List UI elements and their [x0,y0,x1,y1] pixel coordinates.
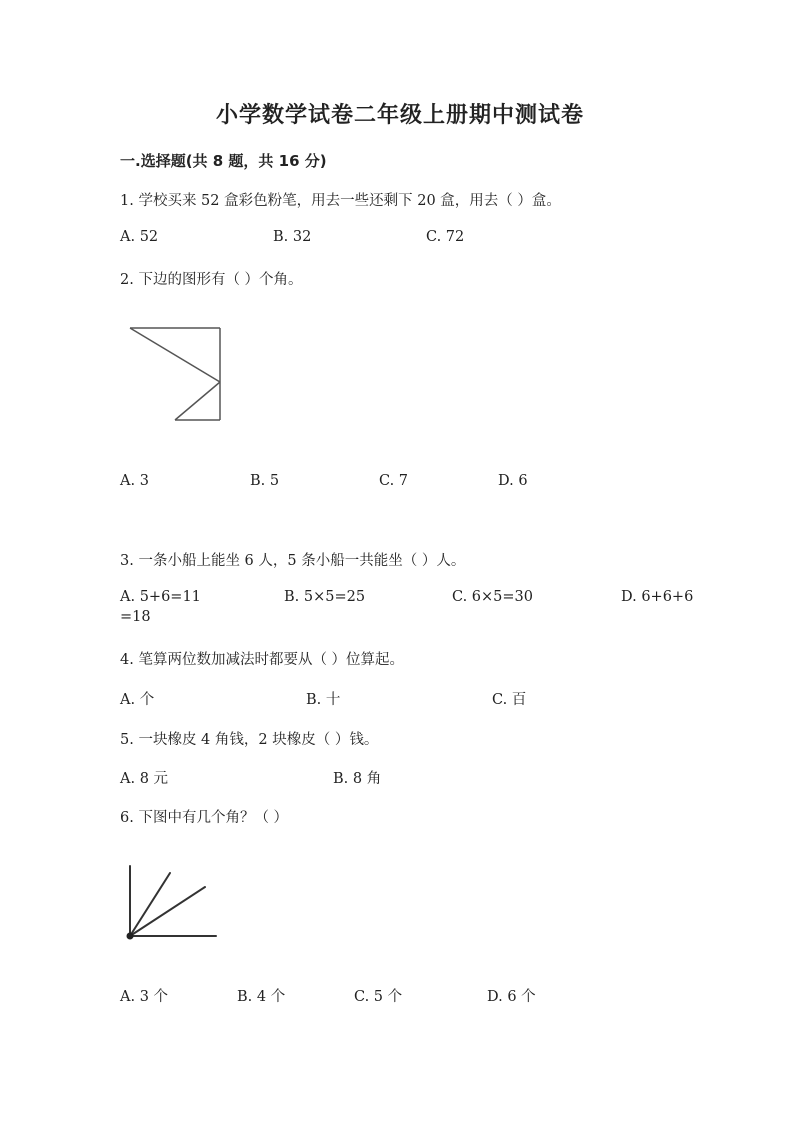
question-6-option-a[interactable]: A. 3 个 [120,989,169,1005]
figure-lower-diagonal [175,382,220,420]
question-2-stem: 2. 下边的图形有（ ）个角。 [120,272,303,288]
question-1-option-a[interactable]: A. 52 [120,229,159,245]
question-4-option-b[interactable]: B. 十 [306,692,341,708]
question-1-option-c[interactable]: C. 72 [426,229,465,245]
question-6-option-b[interactable]: B. 4 个 [237,989,286,1005]
question-3-option-b[interactable]: B. 5×5=25 [284,589,366,605]
question-6-stem: 6. 下图中有几个角？（ ） [120,810,289,826]
vertex-dot [127,933,134,940]
ray-middle [130,887,205,936]
figure-upper-diagonal [130,328,220,382]
question-6-option-d[interactable]: D. 6 个 [487,989,536,1005]
question-5-stem: 5. 一块橡皮 4 角钱，2 块橡皮（ ）钱。 [120,732,379,748]
question-1-option-b[interactable]: B. 32 [273,229,312,245]
question-2-option-c[interactable]: C. 7 [379,473,409,489]
question-3-option-d[interactable]: D. 6+6+6 [621,589,694,605]
question-1-stem: 1. 学校买来 52 盒彩色粉笔，用去一些还剩下 20 盒，用去（ ）盒。 [120,193,561,209]
question-5-option-b[interactable]: B. 8 角 [333,771,382,787]
question-2-option-b[interactable]: B. 5 [250,473,280,489]
question-2-option-d[interactable]: D. 6 [498,473,528,489]
question-5-option-a[interactable]: A. 8 元 [120,771,169,787]
question-4-stem: 4. 笔算两位数加减法时都要从（ ）位算起。 [120,652,405,668]
question-3-option-c[interactable]: C. 6×5=30 [452,589,533,605]
page-title: 小学数学试卷二年级上册期中测试卷 [215,103,584,128]
question-3-option-d-continued: =18 [120,609,151,625]
question-4-option-c[interactable]: C. 百 [492,692,527,708]
question-3-option-a[interactable]: A. 5+6=11 [120,589,201,605]
section-heading: 一.选择题(共 8 题，共 16 分) [120,152,327,170]
question-6-option-c[interactable]: C. 5 个 [354,989,403,1005]
ray-upper [130,873,170,936]
question-3-stem: 3. 一条小船上能坐 6 人，5 条小船一共能坐（ ）人。 [120,553,466,569]
question-4-option-a[interactable]: A. 个 [120,692,155,708]
question-2-option-a[interactable]: A. 3 [120,473,149,489]
